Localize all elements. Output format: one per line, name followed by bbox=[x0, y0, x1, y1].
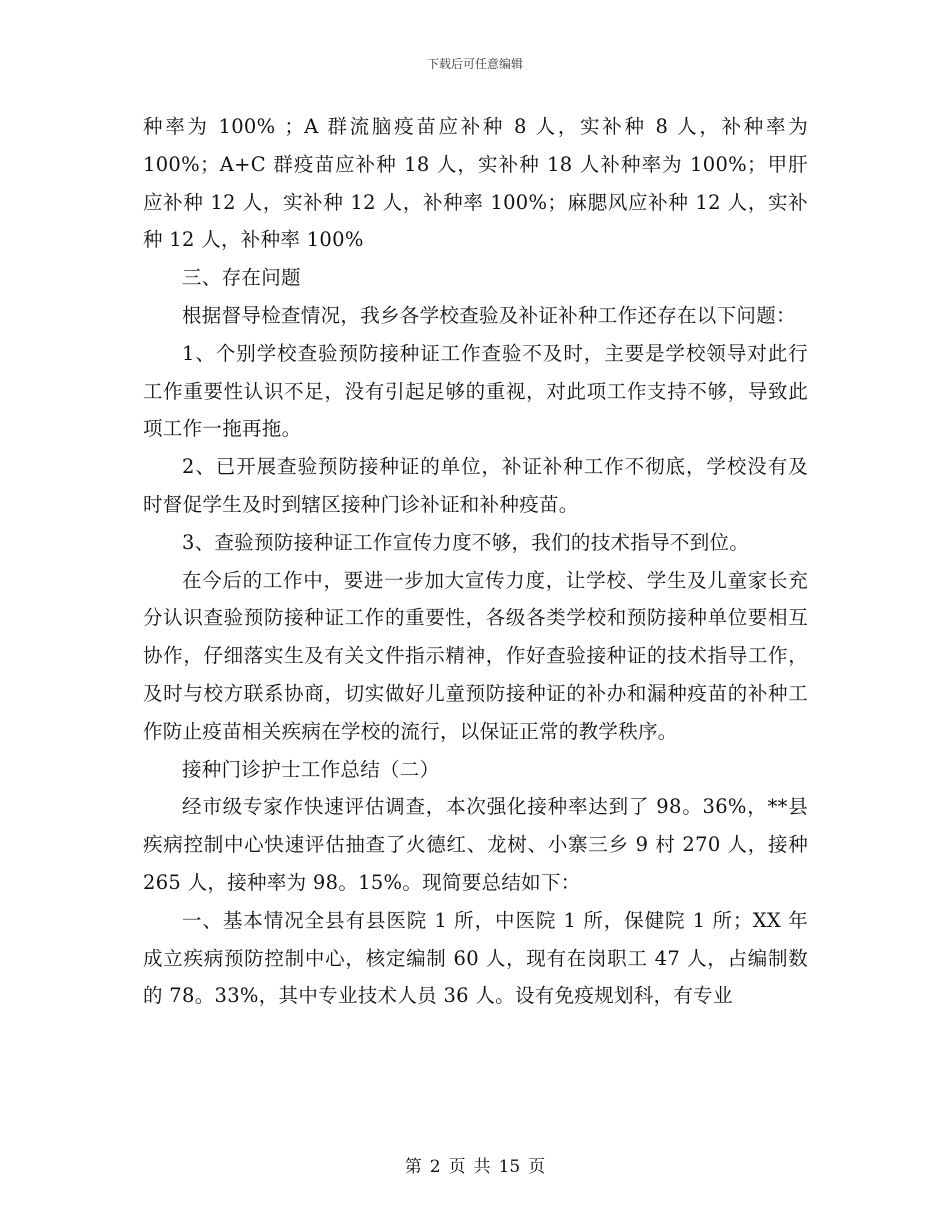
footer-suffix: 页 bbox=[528, 1157, 546, 1177]
footer-prefix: 第 bbox=[404, 1157, 422, 1177]
footer-page-number: 2 bbox=[429, 1157, 441, 1177]
header-note: 下载后可任意编辑 bbox=[426, 57, 523, 71]
footer-page-label: 页 bbox=[448, 1157, 466, 1177]
list-item: 3、查验预防接种证工作宣传力度不够，我们的技术指导不到位。 bbox=[182, 530, 750, 554]
page-footer bbox=[0, 1152, 950, 1177]
paragraph: 根据督导检查情况，我乡各学校查验及补证补种工作还存在以下问题： bbox=[182, 303, 796, 327]
section-heading-problems: 三、存在问题 bbox=[182, 266, 301, 290]
paragraph: 在今后的工作中，要进一步加大宣传力度，让学校、学生及儿童家长充分认识查验预防接种证工作的重要性，各级各类学校和预防接种单位要相互协作，仔细落实生及有关文件指示精神，作好查验接种证的技术指导工作，及时与校方联系协商，切实做好儿童预防接种证的补办和漏种疫苗的补种工作防止疫苗相关疾病在学校的流行，以保证正常的教学秩序。 bbox=[143, 568, 808, 743]
paragraph-continuation: 种率为 100% ；A 群流脑疫苗应补种 8 人，实补种 8 人，补种率为 100%；A+C 群疫苗应补种 18 人，实补种 18 人补种率为 100%；甲肝应补种 12 人，实补种 12 人，补种率 100%；麻腮风应补种 12 人，实补种 12 人，补种率 100% bbox=[143, 115, 808, 252]
document-subtitle: 接种门诊护士工作总结（二） bbox=[182, 757, 440, 781]
footer-total-pages: 15 bbox=[498, 1157, 521, 1177]
paragraph: 一、基本情况全县有县医院 1 所，中医院 1 所，保健院 1 所；XX 年成立疾病预防控制中心，核定编制 60 人，现有在岗职工 47 人，占编制数的 78。33%，其中专业技术人员 36 人。设有免疫规划科，有专业 bbox=[143, 908, 808, 1008]
list-item: 1、个别学校查验预防接种证工作查验不及时，主要是学校领导对此行工作重要性认识不足，没有引起足够的重视，对此项工作支持不够，导致此项工作一拖再拖。 bbox=[143, 341, 808, 441]
list-item: 2、已开展查验预防接种证的单位，补证补种工作不彻底，学校没有及时督促学生及时到辖区接种门诊补证和补种疫苗。 bbox=[143, 455, 808, 516]
document-body bbox=[143, 108, 808, 1015]
paragraph: 经市级专家作快速评估调查，本次强化接种率达到了 98。36%，**县疾病控制中心快速评估抽查了火德红、龙树、小寨三乡 9 村 270 人，接种 265 人，接种率为 98。15%。现简要总结如下： bbox=[143, 795, 808, 894]
footer-total-label: 共 bbox=[473, 1157, 491, 1177]
